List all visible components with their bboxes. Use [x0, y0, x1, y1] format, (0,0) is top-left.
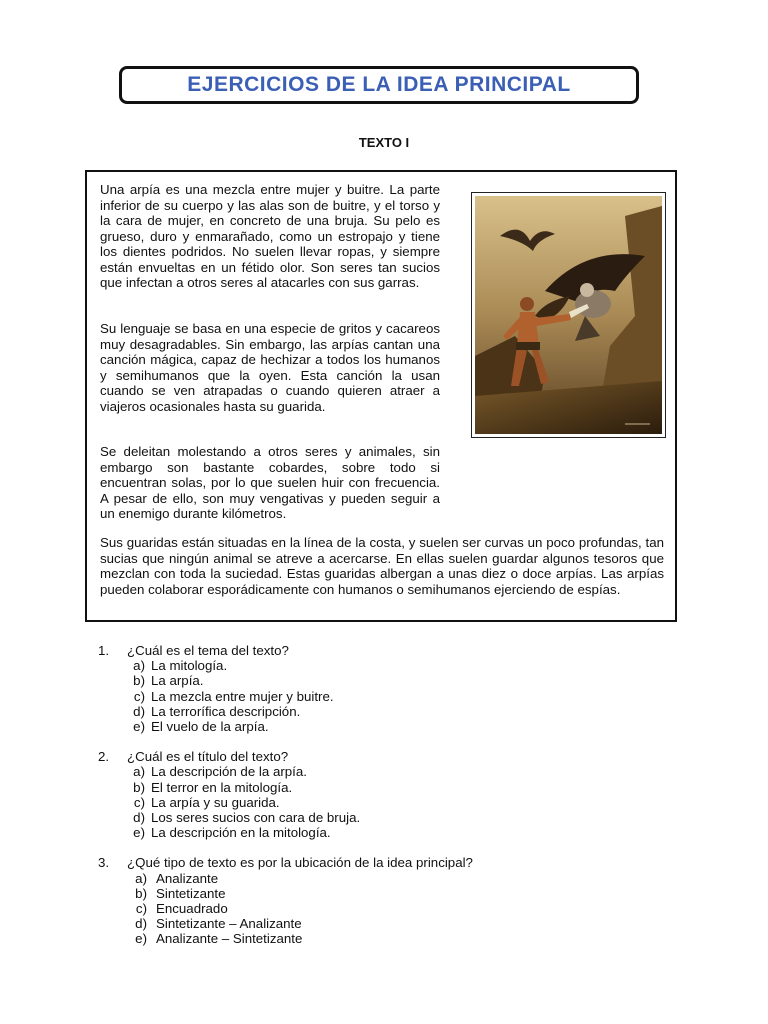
reading-text-box	[85, 170, 677, 622]
question-number: 1.	[98, 643, 110, 658]
option-c: c) La arpía y su guarida.	[133, 794, 280, 810]
option-a: a) Analizante	[135, 870, 219, 886]
harpy-illustration	[471, 192, 666, 438]
question-prompt: ¿Cuál es el título del texto?	[127, 749, 289, 765]
option-d: d) La terrorífica descripción.	[133, 703, 301, 719]
question-prompt: ¿Qué tipo de texto es por la ubicación de la idea principal?	[127, 855, 473, 871]
option-d: d) Sintetizante – Analizante	[135, 916, 302, 932]
option-b: b) La arpía.	[133, 673, 204, 689]
option-e: e) Analizante – Sintetizante	[135, 931, 303, 947]
paragraph-3: Se deleitan molestando a otros seres y animales, sin embargo son bastante cobardes, sobre todo si encuentran solas, por lo que suelen huir con frecuencia. A pesar de ello, son muy vengativas y pueden seguir a un enemigo durante kilómetros.	[100, 444, 440, 521]
option-c: c) Encuadrado	[135, 901, 228, 917]
harpy-illustration-icon	[475, 196, 662, 434]
option-e: e) La descripción en la mitología.	[133, 825, 331, 841]
option-a: a) La descripción de la arpía.	[133, 764, 307, 780]
option-b: b) El terror en la mitología.	[133, 779, 293, 795]
page-title: EJERCICIOS DE LA IDEA PRINCIPAL	[187, 73, 571, 96]
question-1	[98, 643, 698, 734]
option-a: a) La mitología.	[133, 658, 228, 674]
title-banner	[119, 66, 639, 104]
question-prompt: ¿Cuál es el tema del texto?	[127, 643, 289, 658]
question-number: 3.	[98, 855, 110, 871]
paragraph-2: Su lenguaje se basa en una especie de gritos y cacareos muy desagradables. Sin embargo, las arpías cantan una canción mágica, capaz de hechizar a todos los humanos y semihumanos que la oyen. Esta canción la usan cuando se ven atrapadas o cuando quieren atraer a viajeros ocasionales hasta su guarida.	[100, 321, 440, 414]
option-e: e) El vuelo de la arpía.	[133, 719, 269, 735]
paragraph-4: Sus guaridas están situadas en la línea de la costa, y suelen ser curvas un poco profundas, tan sucias que ningún animal se atreve a acercarse. En ellas suelen guardar algunos tesoros que mezclan con toda la suciedad. Estas guaridas albergan a unas diez o doce arpías. Las arpías pueden colaborar esporádicamente con humanos o semihumanos ejerciendo de espías.	[100, 535, 664, 597]
section-label: TEXTO I	[358, 135, 410, 150]
option-b: b) Sintetizante	[135, 885, 226, 901]
questions-list	[98, 643, 698, 962]
question-number: 2.	[98, 749, 110, 765]
paragraph-1: Una arpía es una mezcla entre mujer y buitre. La parte inferior de su cuerpo y las alas son de buitre, y el torso y la cara de mujer, en concreto de una bruja. Su pelo es grueso, duro y enmarañado, como un estropajo y tiene los dientes podridos. No suelen llevar ropas, y siempre están envueltas en un fétido olor. Son seres tan sucios que infectan a otros seres al atacarles con sus garras.	[100, 182, 440, 290]
option-c: c) La mezcla entre mujer y buitre.	[133, 688, 334, 704]
option-d: d) Los seres sucios con cara de bruja.	[133, 810, 361, 826]
question-3	[98, 855, 698, 946]
question-2	[98, 749, 698, 840]
